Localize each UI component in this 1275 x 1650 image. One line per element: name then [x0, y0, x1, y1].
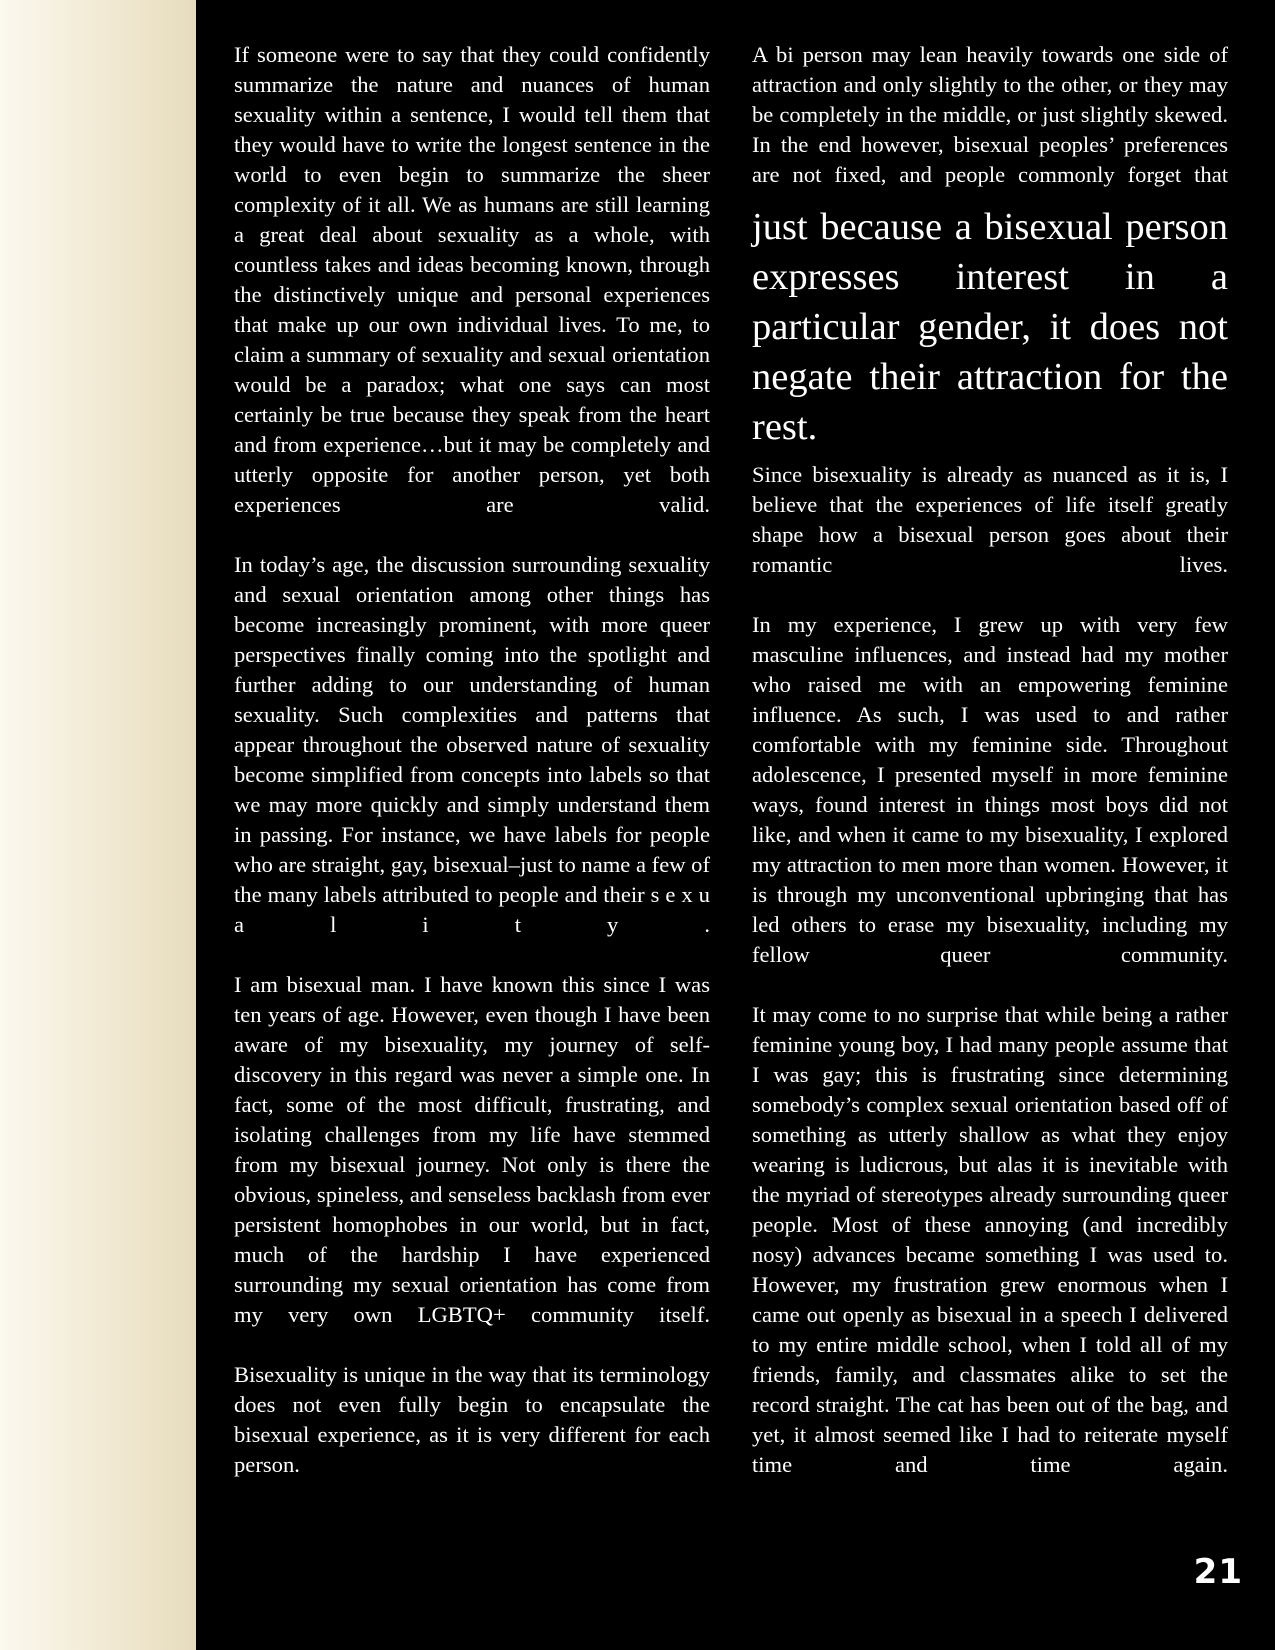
paragraph-2-text: In today’s age, the discussion surrounding sexuality and sexual orientation among other things has become increasingly prominent, with more queer perspectives finally coming into the spotlight and further adding to our understanding of human sexuality. Such complexities and patterns that appear throughout the observed nature of sexuality become simplified from concepts into labels so that we may more quickly and simply understand them in passing. For instance, we have labels for people who are straight, gay, bisexual–just to name a few of the many labels attributed to people and their	[234, 552, 711, 907]
paragraph-6: In my experience, I grew up with very few masculine influences, and instead had my mother who raised me with an empowering feminine influence. As such, I was used to and rather comfortable with my feminine side. Throughout adolescence, I presented myself in more feminine ways, found interest in things most boys did not like, and when it came to my bisexuality, I explored my attraction to men more than women. However, it is through my unconventional upbringing that has led others to erase my bisexuality, including my fellow queer community.	[752, 612, 1228, 967]
paragraph-3: I am bisexual man. I have known this since I was ten years of age. However, even though I have been aware of my bisexuality, my journey of self-discovery in this regard was never a simple one. In fact, some of the most difficult, frustrating, and isolating challenges from my life have stemmed from my bisexual journey. Not only is there the obvious, spineless, and senseless backlash from ever persistent homophobes in our world, but in fact, much of the hardship I have experienced surrounding my sexual orientation has come from my very own LGBTQ+ community itself.	[234, 972, 710, 1327]
paragraph-4: Bisexuality is unique in the way that its terminology does not even fully begin to encapsulate the bisexual experience, as it is very different for each person.	[234, 1362, 710, 1477]
page-spine-margin	[0, 0, 196, 1650]
paragraph-2	[234, 550, 710, 940]
paragraph-2-spaced-word: s e x u a l i t y .	[234, 882, 710, 937]
left-column	[234, 40, 710, 1510]
page-number: 21	[1193, 1552, 1243, 1592]
paragraph-5-continued: Since bisexuality is already as nuanced as it is, I believe that the experiences of life itself greatly shape how a bisexual person goes about their romantic lives.	[752, 462, 1228, 577]
right-column	[752, 40, 1228, 1510]
pull-quote: just because a bisexual person expresses interest in a particular gender, it does not negate their attraction for the rest.	[752, 206, 1228, 448]
paragraph-5: A bi person may lean heavily towards one side of attraction and only slightly to the other, or they may be completely in the middle, or just slightly skewed. In the end however, bisexual peoples’ preferences are not fixed, and people commonly forget that	[752, 42, 1228, 187]
paragraph-7: It may come to no surprise that while being a rather feminine young boy, I had many people assume that I was gay; this is frustrating since determining somebody’s complex sexual orientation based off of something as utterly shallow as what they enjoy wearing is ludicrous, but alas it is inevitable with the myriad of stereotypes already surrounding queer people. Most of these annoying (and incredibly nosy) advances became something I was used to. However, my frustration grew enormous when I came out openly as bisexual in a speech I delivered to my entire middle school, when I told all of my friends, family, and classmates alike to set the record straight. The cat has been out of the bag, and yet, it almost seemed like I had to reiterate myself time and time again.	[752, 1002, 1228, 1477]
paragraph-1: If someone were to say that they could confidently summarize the nature and nuances of human sexuality within a sentence, I would tell them that they would have to write the longest sentence in the world to even begin to summarize the sheer complexity of it all. We as humans are still learning a great deal about sexuality as a whole, with countless takes and ideas becoming known, through the distinctively unique and personal experiences that make up our own individual lives. To me, to claim a summary of sexuality and sexual orientation would be a paradox; what one says can most certainly be true because they speak from the heart and from experience…but it may be completely and utterly opposite for another person, yet both experiences are valid.	[234, 42, 710, 517]
